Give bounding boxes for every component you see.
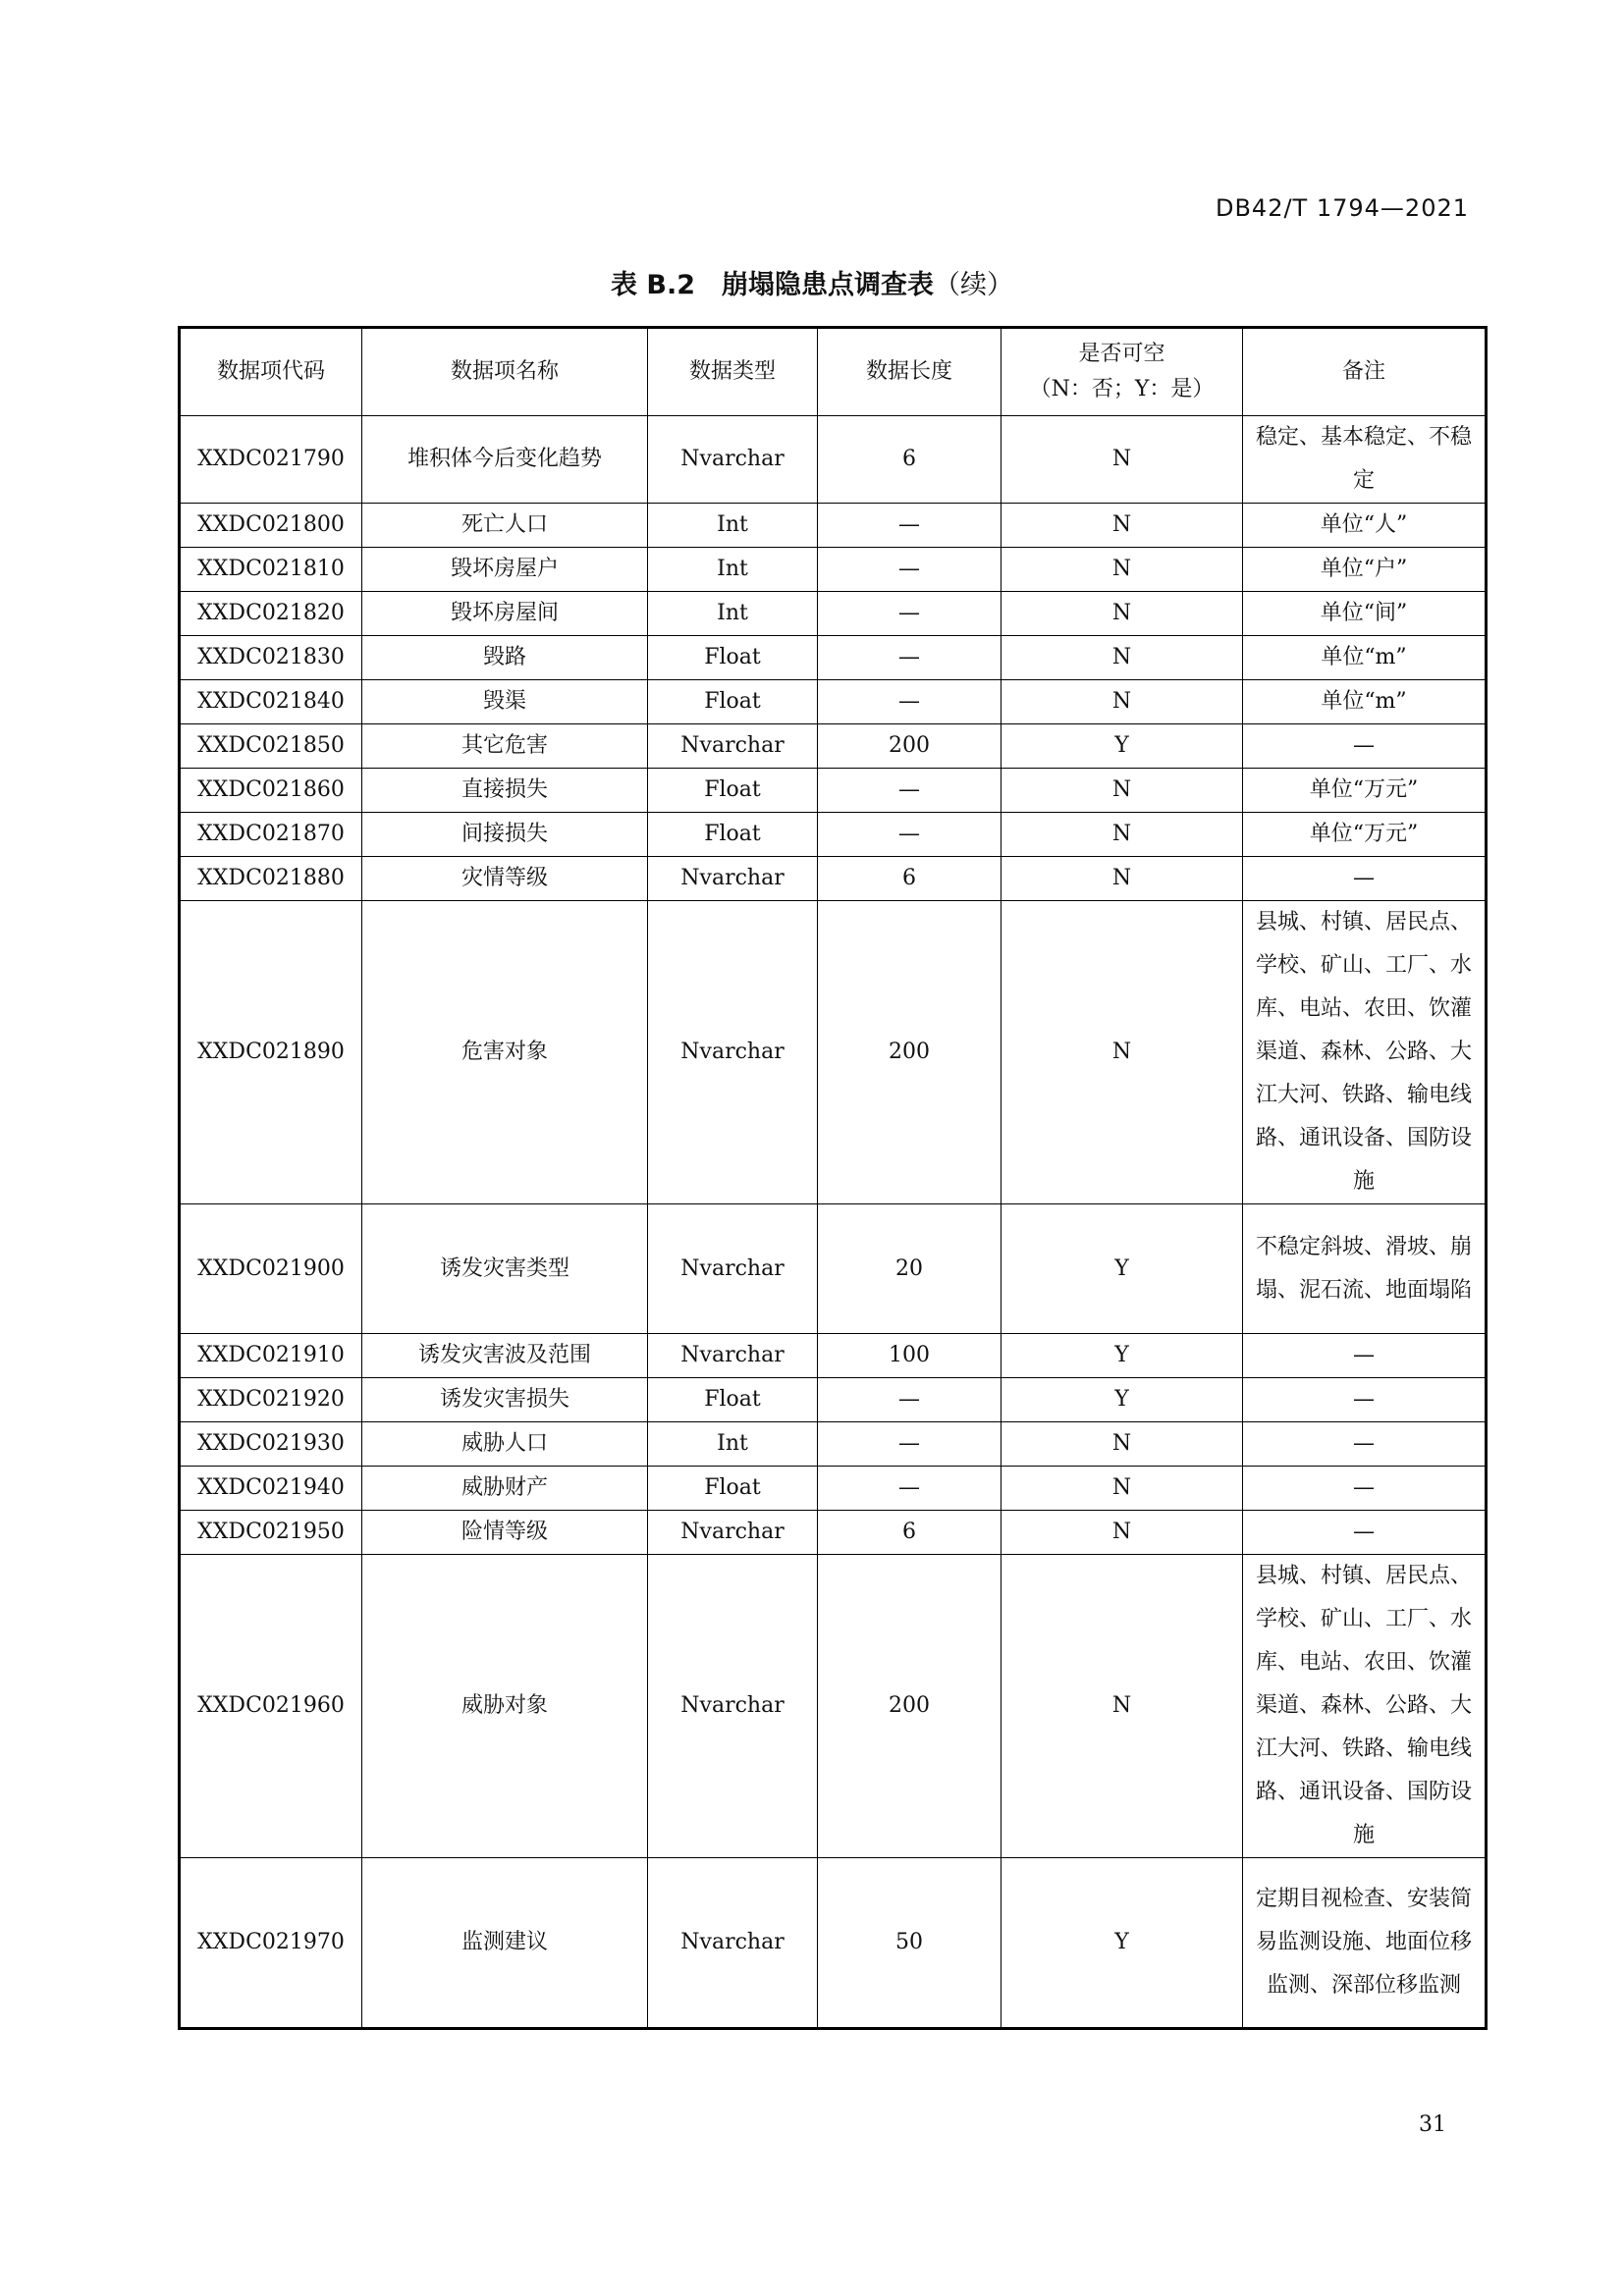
header-length: 数据长度 (818, 328, 1001, 416)
cell-length: 20 (818, 1204, 1001, 1334)
header-nullable (1001, 328, 1243, 416)
cell-code: XXDC021830 (180, 636, 362, 680)
cell-note: — (1243, 1422, 1487, 1467)
cell-length: — (818, 1378, 1001, 1422)
cell-nullable: Y (1001, 1858, 1243, 2029)
table-header-row (180, 328, 1487, 416)
cell-type: Nvarchar (648, 724, 818, 769)
table-title-suffix: （续） (934, 270, 1014, 300)
cell-code: XXDC021890 (180, 901, 362, 1204)
cell-nullable: N (1001, 1422, 1243, 1467)
table-row (180, 901, 1487, 1204)
cell-name: 毁路 (362, 636, 648, 680)
cell-nullable: N (1001, 813, 1243, 857)
cell-type: Float (648, 1378, 818, 1422)
cell-name: 其它危害 (362, 724, 648, 769)
cell-note: — (1243, 857, 1487, 901)
cell-code: XXDC021880 (180, 857, 362, 901)
cell-length: — (818, 769, 1001, 813)
cell-name: 间接损失 (362, 813, 648, 857)
header-code: 数据项代码 (180, 328, 362, 416)
cell-code: XXDC021930 (180, 1422, 362, 1467)
cell-code: XXDC021810 (180, 548, 362, 592)
table-row (180, 636, 1487, 680)
cell-name: 威胁人口 (362, 1422, 648, 1467)
header-name: 数据项名称 (362, 328, 648, 416)
cell-code: XXDC021920 (180, 1378, 362, 1422)
page-number: 31 (1419, 2112, 1446, 2137)
cell-name: 诱发灾害波及范围 (362, 1334, 648, 1378)
cell-length: — (818, 548, 1001, 592)
table-row (180, 548, 1487, 592)
cell-note: 单位“m” (1243, 636, 1487, 680)
cell-code: XXDC021800 (180, 504, 362, 548)
cell-length: — (818, 504, 1001, 548)
cell-nullable: N (1001, 901, 1243, 1204)
cell-name: 堆积体今后变化趋势 (362, 416, 648, 504)
cell-note: 不稳定斜坡、滑坡、崩塌、泥石流、地面塌陷 (1243, 1204, 1487, 1334)
header-type: 数据类型 (648, 328, 818, 416)
cell-code: XXDC021960 (180, 1555, 362, 1858)
table-row (180, 1858, 1487, 2029)
cell-type: Nvarchar (648, 901, 818, 1204)
cell-note: — (1243, 1334, 1487, 1378)
cell-type: Float (648, 769, 818, 813)
cell-type: Nvarchar (648, 1204, 818, 1334)
table-row (180, 592, 1487, 636)
cell-type: Nvarchar (648, 1511, 818, 1555)
cell-nullable: N (1001, 1511, 1243, 1555)
cell-note: — (1243, 1511, 1487, 1555)
cell-length: — (818, 1422, 1001, 1467)
cell-nullable: Y (1001, 1204, 1243, 1334)
table-title (0, 263, 1624, 301)
cell-note: 定期目视检查、安装简易监测设施、地面位移监测、深部位移监测 (1243, 1858, 1487, 2029)
cell-name: 毁坏房屋户 (362, 548, 648, 592)
cell-type: Nvarchar (648, 416, 818, 504)
cell-code: XXDC021860 (180, 769, 362, 813)
cell-note: 单位“户” (1243, 548, 1487, 592)
cell-note: — (1243, 1467, 1487, 1511)
cell-length: 6 (818, 416, 1001, 504)
cell-note: — (1243, 1378, 1487, 1422)
cell-nullable: N (1001, 680, 1243, 724)
header-nullable-label: 是否可空 (1078, 342, 1165, 366)
cell-code: XXDC021970 (180, 1858, 362, 2029)
table-row (180, 1511, 1487, 1555)
cell-note: 单位“万元” (1243, 813, 1487, 857)
table-row (180, 680, 1487, 724)
cell-nullable: Y (1001, 1378, 1243, 1422)
cell-type: Int (648, 1422, 818, 1467)
cell-length: 50 (818, 1858, 1001, 2029)
cell-length: 6 (818, 1511, 1001, 1555)
cell-note: 县城、村镇、居民点、学校、矿山、工厂、水库、电站、农田、饮灌渠道、森林、公路、大江大河、铁路、输电线路、通讯设备、国防设施 (1243, 901, 1487, 1204)
cell-type: Nvarchar (648, 1334, 818, 1378)
cell-type: Int (648, 548, 818, 592)
cell-length: — (818, 592, 1001, 636)
cell-nullable: N (1001, 504, 1243, 548)
cell-code: XXDC021790 (180, 416, 362, 504)
cell-name: 险情等级 (362, 1511, 648, 1555)
cell-code: XXDC021910 (180, 1334, 362, 1378)
cell-code: XXDC021840 (180, 680, 362, 724)
cell-type: Int (648, 504, 818, 548)
cell-nullable: N (1001, 1467, 1243, 1511)
cell-type: Float (648, 813, 818, 857)
cell-nullable: Y (1001, 1334, 1243, 1378)
cell-name: 直接损失 (362, 769, 648, 813)
cell-length: 200 (818, 1555, 1001, 1858)
cell-name: 灾情等级 (362, 857, 648, 901)
cell-type: Int (648, 592, 818, 636)
cell-length: 6 (818, 857, 1001, 901)
cell-length: — (818, 1467, 1001, 1511)
table-row (180, 769, 1487, 813)
cell-note: 稳定、基本稳定、不稳定 (1243, 416, 1487, 504)
cell-length: 200 (818, 901, 1001, 1204)
table-row (180, 1204, 1487, 1334)
cell-note: 单位“万元” (1243, 769, 1487, 813)
table-body (180, 416, 1487, 2029)
cell-name: 诱发灾害类型 (362, 1204, 648, 1334)
cell-note: 单位“人” (1243, 504, 1487, 548)
document-code: DB42/T 1794—2021 (1215, 194, 1469, 222)
cell-type: Nvarchar (648, 1555, 818, 1858)
cell-length: — (818, 680, 1001, 724)
cell-length: 100 (818, 1334, 1001, 1378)
cell-nullable: N (1001, 636, 1243, 680)
header-note: 备注 (1243, 328, 1487, 416)
cell-type: Nvarchar (648, 1858, 818, 2029)
cell-name: 威胁对象 (362, 1555, 648, 1858)
table-row (180, 813, 1487, 857)
cell-name: 监测建议 (362, 1858, 648, 2029)
cell-length: — (818, 636, 1001, 680)
cell-name: 毁渠 (362, 680, 648, 724)
cell-nullable: N (1001, 769, 1243, 813)
cell-code: XXDC021940 (180, 1467, 362, 1511)
cell-note: 单位“间” (1243, 592, 1487, 636)
cell-code: XXDC021870 (180, 813, 362, 857)
table-row (180, 857, 1487, 901)
table-row (180, 416, 1487, 504)
table-row (180, 1334, 1487, 1378)
table-row (180, 1555, 1487, 1858)
table-row (180, 1467, 1487, 1511)
cell-code: XXDC021850 (180, 724, 362, 769)
cell-code: XXDC021950 (180, 1511, 362, 1555)
cell-note: 单位“m” (1243, 680, 1487, 724)
cell-nullable: N (1001, 1555, 1243, 1858)
cell-nullable: N (1001, 857, 1243, 901)
cell-name: 威胁财产 (362, 1467, 648, 1511)
cell-nullable: N (1001, 548, 1243, 592)
cell-type: Float (648, 1467, 818, 1511)
cell-type: Float (648, 636, 818, 680)
cell-type: Float (648, 680, 818, 724)
cell-nullable: Y (1001, 724, 1243, 769)
cell-length: 200 (818, 724, 1001, 769)
cell-length: — (818, 813, 1001, 857)
cell-note: — (1243, 724, 1487, 769)
table-row (180, 724, 1487, 769)
cell-name: 毁坏房屋间 (362, 592, 648, 636)
cell-code: XXDC021820 (180, 592, 362, 636)
header-nullable-legend: （N：否；Y：是） (1029, 377, 1215, 401)
data-item-table (178, 326, 1488, 2030)
cell-name: 死亡人口 (362, 504, 648, 548)
table-row (180, 504, 1487, 548)
table-title-text: 表 B.2 崩塌隐患点调查表 (610, 270, 935, 300)
cell-note: 县城、村镇、居民点、学校、矿山、工厂、水库、电站、农田、饮灌渠道、森林、公路、大江大河、铁路、输电线路、通讯设备、国防设施 (1243, 1555, 1487, 1858)
cell-code: XXDC021900 (180, 1204, 362, 1334)
cell-name: 诱发灾害损失 (362, 1378, 648, 1422)
table-row (180, 1422, 1487, 1467)
cell-type: Nvarchar (648, 857, 818, 901)
cell-nullable: N (1001, 416, 1243, 504)
table-row (180, 1378, 1487, 1422)
cell-name: 危害对象 (362, 901, 648, 1204)
cell-nullable: N (1001, 592, 1243, 636)
